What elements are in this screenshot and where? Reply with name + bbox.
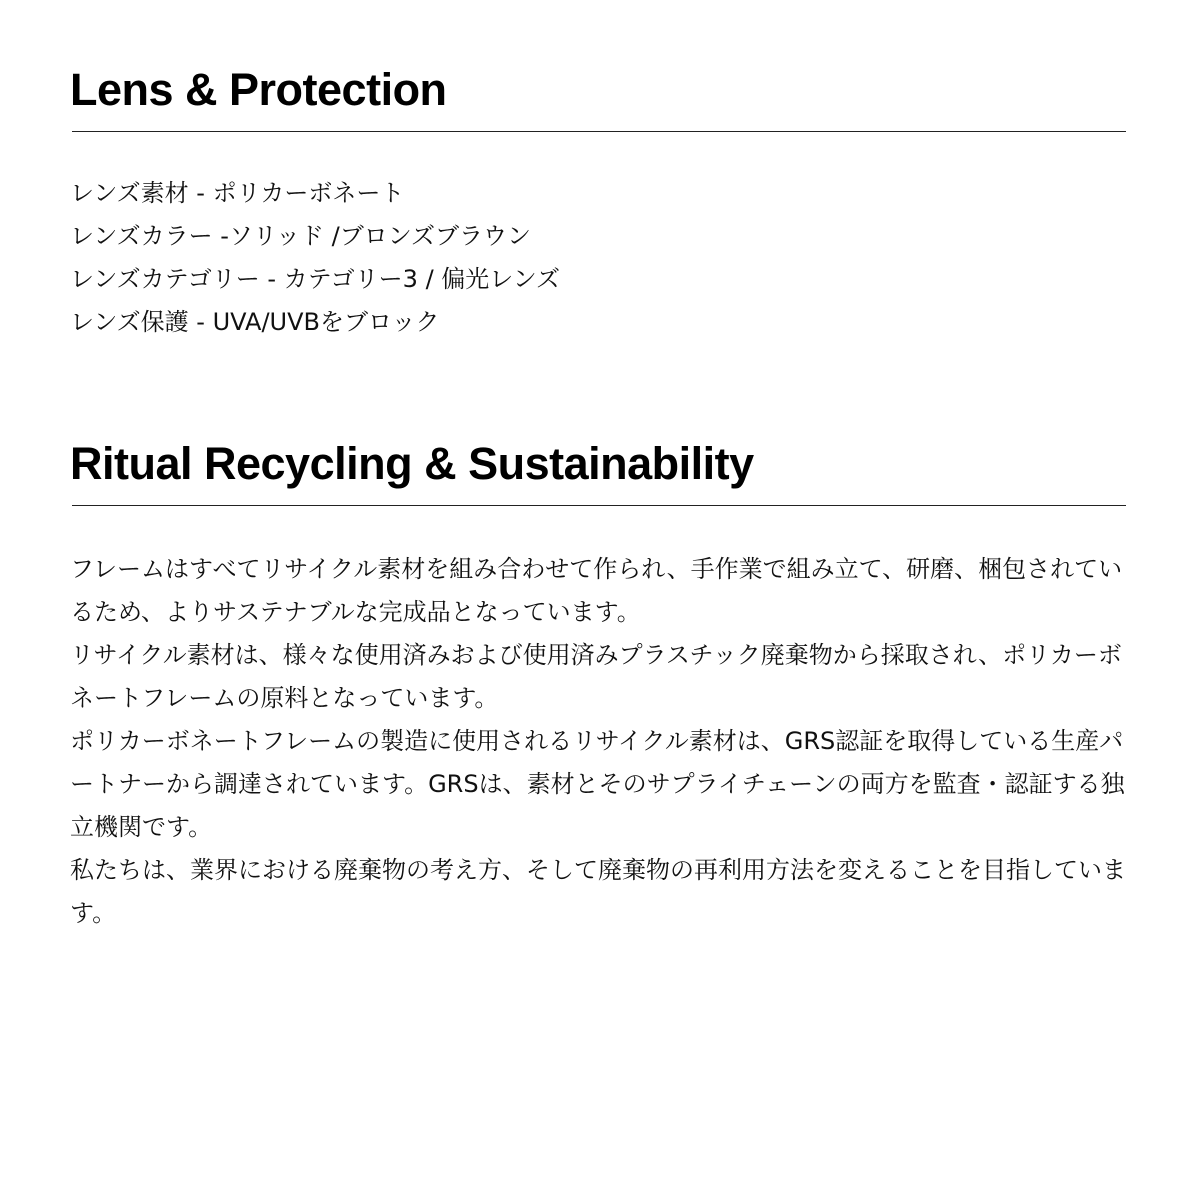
- recycling-text-block: [70, 548, 1126, 935]
- lens-material-item: レンズ素材 - ポリカーボネート: [70, 179, 405, 207]
- recycling-paragraph: 私たちは、業界における廃棄物の考え方、そして廃棄物の再利用方法を変えることを目指しています。: [70, 856, 1126, 927]
- recycling-sustainability-heading: Ritual Recycling & Sustainability: [70, 438, 754, 489]
- lens-spec-list: [70, 172, 1126, 344]
- recycling-sustainability-section: [70, 432, 1126, 935]
- lens-protection-item: レンズ保護 - UVA/UVBをブロック: [70, 308, 440, 336]
- recycling-paragraph: リサイクル素材は、様々な使用済みおよび使用済みプラスチック廃棄物から採取され、ポリカーボネートフレームの原料となっています。: [70, 641, 1122, 712]
- lens-category-item: レンズカテゴリー - カテゴリー3 / 偏光レンズ: [70, 265, 560, 293]
- lens-protection-heading: Lens & Protection: [70, 64, 447, 115]
- lens-color-item: レンズカラー -ソリッド /ブロンズブラウン: [70, 222, 532, 250]
- lens-section-divider: [72, 131, 1126, 132]
- recycling-section-divider: [72, 505, 1126, 506]
- recycling-paragraph: フレームはすべてリサイクル素材を組み合わせて作られ、手作業で組み立て、研磨、梱包されているため、よりサステナブルな完成品となっています。: [70, 555, 1123, 626]
- recycling-paragraph: ポリカーボネートフレームの製造に使用されるリサイクル素材は、GRS認証を取得している生産パートナーから調達されています。GRSは、素材とそのサプライチェーンの両方を監査・認証する独立機関です。: [70, 727, 1125, 841]
- lens-protection-section: [70, 58, 1126, 344]
